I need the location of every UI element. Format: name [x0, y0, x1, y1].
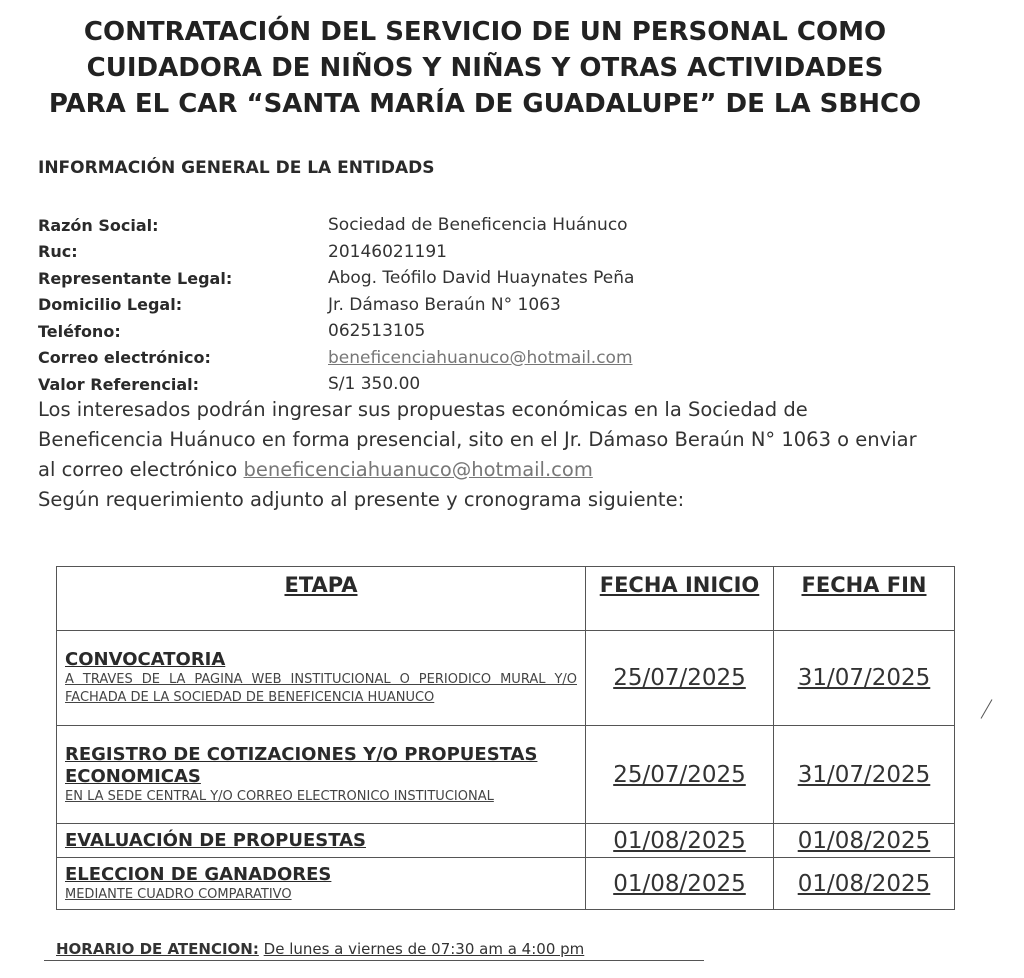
- instructions-line-2: Según requerimiento adjunto al presente y cronograma siguiente:: [38, 488, 685, 511]
- document-title: [30, 14, 940, 122]
- table-row: [57, 858, 955, 910]
- stage-title: ELECCION DE GANADORES: [65, 863, 332, 885]
- info-value: 062513105: [328, 321, 426, 342]
- stage-cell: [57, 824, 586, 858]
- start-date: 25/07/2025: [586, 631, 774, 726]
- office-hours-text: De lunes a viernes de 07:30 am a 4:00 pm: [263, 940, 585, 958]
- stage-description: EN LA SEDE CENTRAL Y/O CORREO ELECTRONICO INSTITUCIONAL: [65, 788, 494, 804]
- instructions-text: Los interesados podrán ingresar sus propuestas económicas en la Sociedad de Beneficencia Huánuco en forma presencial, sito en el Jr. Dámaso Beraún N° 1063 o enviar al correo electrónico: [38, 398, 917, 481]
- info-label: Razón Social:: [38, 215, 159, 235]
- info-value: Abog. Teófilo David Huaynates Peña: [328, 268, 635, 289]
- email-link[interactable]: beneficenciahuanuco@hotmail.com: [243, 458, 593, 481]
- title-line-2: CUIDADORA DE NIÑOS Y NIÑAS Y OTRAS ACTIVIDADES: [86, 53, 884, 83]
- stage-description: A TRAVES DE LA PAGINA WEB INSTITUCIONAL O PERIODICO MURAL Y/O FACHADA DE LA SOCIEDAD DE BENEFICENCIA HUANUCO: [65, 672, 577, 705]
- stage-title: REGISTRO DE COTIZACIONES Y/O PROPUESTAS ECONOMICAS: [65, 743, 538, 787]
- stage-title: EVALUACIÓN DE PROPUESTAS: [65, 829, 366, 851]
- end-date: 31/07/2025: [774, 631, 955, 726]
- table-row: [57, 824, 955, 858]
- instructions-paragraph: [38, 395, 918, 515]
- title-line-1: CONTRATACIÓN DEL SERVICIO DE UN PERSONAL COMO: [83, 17, 887, 47]
- stage-title: CONVOCATORIA: [65, 649, 226, 670]
- info-label: Representante Legal:: [38, 268, 233, 288]
- title-line-3: PARA EL CAR “SANTA MARÍA DE GUADALUPE” DE LA SBHCO: [48, 89, 922, 119]
- header-fecha-inicio: FECHA INICIO: [586, 567, 774, 631]
- header-fecha-fin: FECHA FIN: [774, 567, 955, 631]
- info-label: Domicilio Legal:: [38, 295, 183, 315]
- end-date: 01/08/2025: [774, 824, 955, 858]
- stage-description: MEDIANTE CUADRO COMPARATIVO: [65, 886, 292, 902]
- stage-cell: [57, 726, 586, 824]
- margin-pen-mark: [981, 699, 993, 719]
- end-date: 01/08/2025: [774, 858, 955, 910]
- info-value: 20146021191: [328, 241, 447, 262]
- info-row-correo: [38, 345, 798, 372]
- start-date: 01/08/2025: [586, 858, 774, 910]
- start-date: 25/07/2025: [586, 726, 774, 824]
- table-row: [57, 631, 955, 726]
- section-heading: INFORMACIÓN GENERAL DE LA ENTIDADS: [38, 158, 435, 178]
- info-row-valor: [38, 371, 798, 398]
- info-label: Correo electrónico:: [38, 348, 211, 368]
- start-date: 01/08/2025: [586, 824, 774, 858]
- schedule-table: [56, 566, 955, 910]
- entity-info: [38, 212, 798, 398]
- info-row-ruc: [38, 239, 798, 266]
- header-etapa: ETAPA: [57, 567, 586, 631]
- info-row-domicilio: [38, 292, 798, 319]
- info-value: S/1 350.00: [328, 374, 421, 395]
- info-label: Ruc:: [38, 242, 78, 262]
- stage-cell: [57, 631, 586, 726]
- info-row-razon-social: [38, 212, 798, 239]
- email-link[interactable]: beneficenciahuanuco@hotmail.com: [328, 347, 633, 368]
- office-hours: [44, 940, 704, 961]
- info-label: Teléfono:: [38, 321, 121, 341]
- info-value: Jr. Dámaso Beraún N° 1063: [328, 294, 561, 315]
- table-row: [57, 726, 955, 824]
- info-label: Valor Referencial:: [38, 374, 200, 394]
- info-row-telefono: [38, 318, 798, 345]
- table-header-row: [57, 567, 955, 631]
- office-hours-label: HORARIO DE ATENCION:: [56, 940, 259, 958]
- stage-cell: [57, 858, 586, 910]
- info-row-representante: [38, 265, 798, 292]
- info-value: Sociedad de Beneficencia Huánuco: [328, 215, 628, 236]
- end-date: 31/07/2025: [774, 726, 955, 824]
